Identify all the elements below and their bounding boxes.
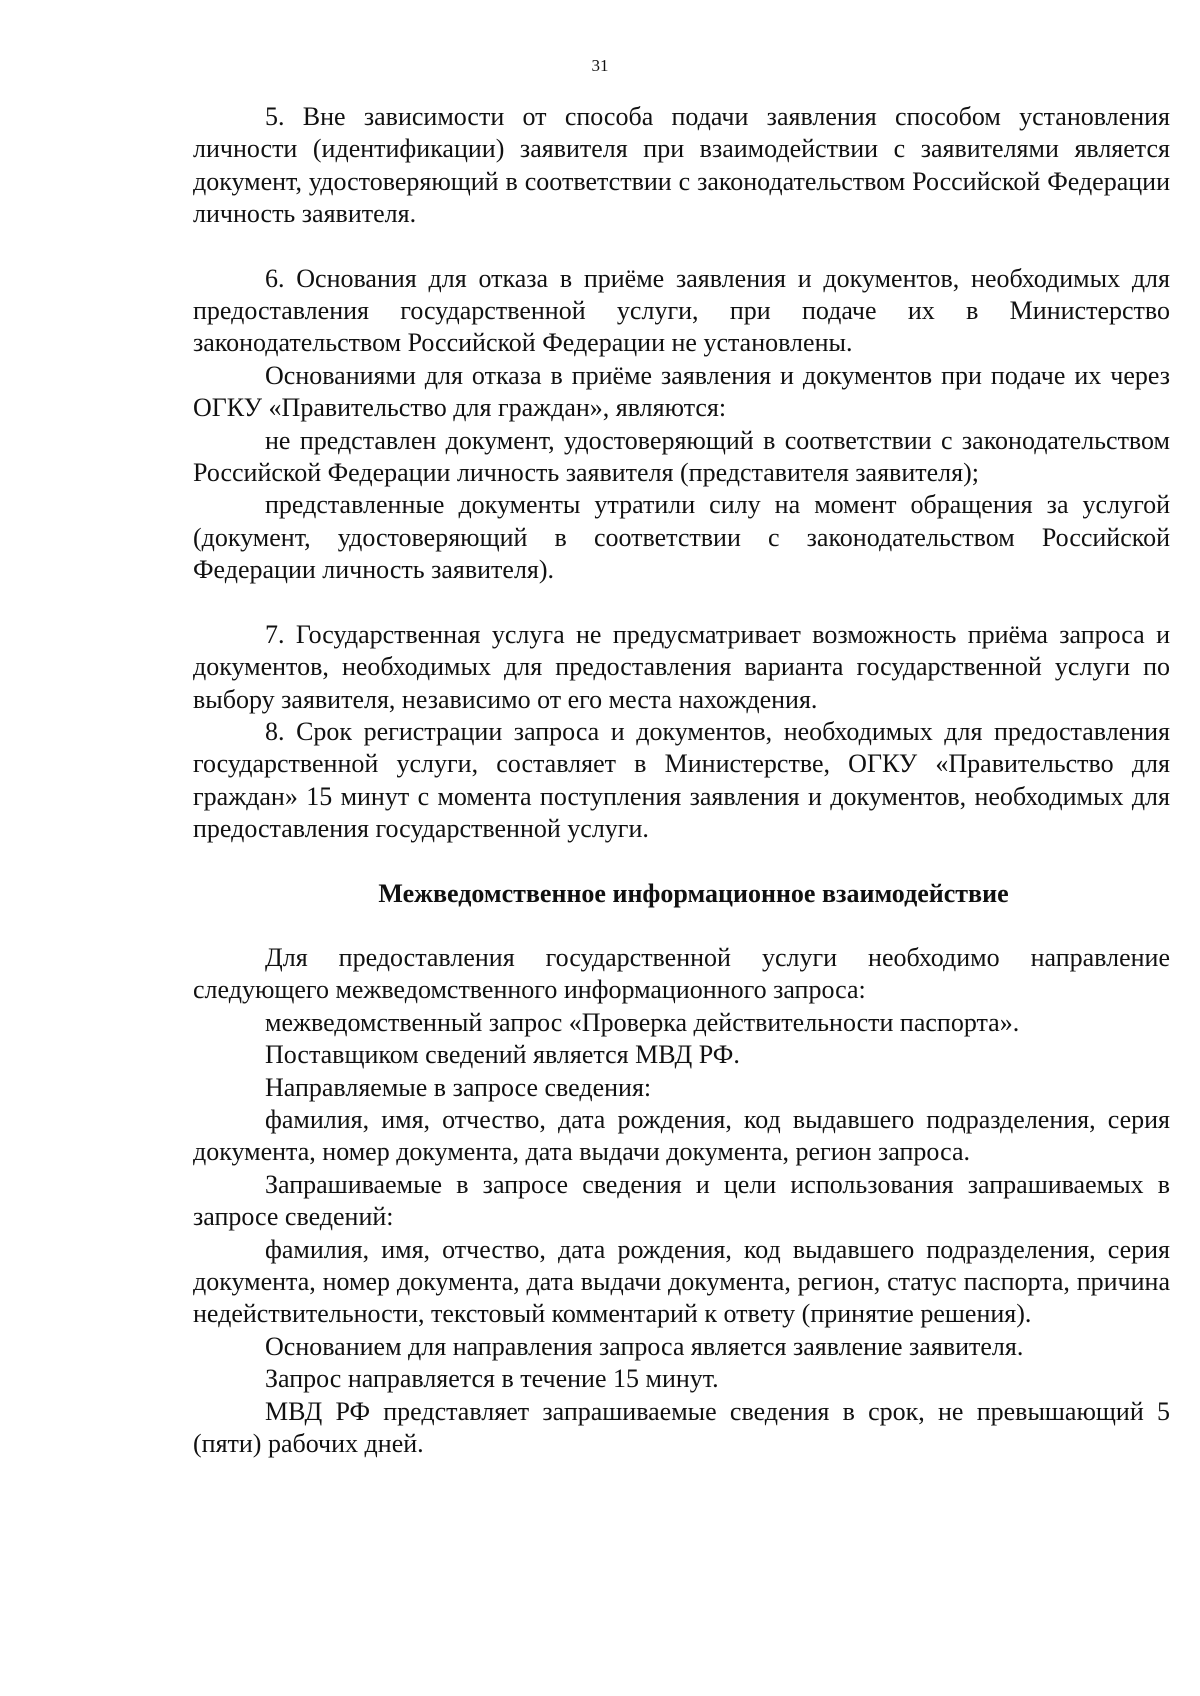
interagency-timing: Запрос направляется в течение 15 минут. — [265, 1364, 719, 1394]
interagency-response-deadline: МВД РФ представляет запрашиваемые сведения в срок, не превышающий 5 (пяти) рабочих дней. — [193, 1396, 1170, 1459]
paragraph-7-extraterritorial: 7. Государственная услуга не предусматривает возможность приёма запроса и документов, необходимых для предоставления варианта государственной услуги по выбору заявителя, независимо от его места нахождения. — [193, 619, 1170, 714]
interagency-sent-fields: фамилия, имя, отчество, дата рождения, код выдавшего подразделения, серия документа, номер документа, дата выдачи документа, регион запроса. — [193, 1104, 1170, 1167]
paragraph-6-ground-1: не представлен документ, удостоверяющий в соответствии с законодательством Российской Федерации личность заявителя (представителя заявителя); — [193, 425, 1170, 488]
paragraph-spacer — [193, 587, 1170, 619]
document-body — [193, 101, 1170, 1460]
paragraph-6-grounds-intro: Основаниями для отказа в приёме заявления и документов при подаче их через ОГКУ «Правительство для граждан», являются: — [193, 360, 1170, 423]
paragraph-8-registration-term: 8. Срок регистрации запроса и документов, необходимых для предоставления государственной услуги, составляет в Министерстве, ОГКУ «Правительство для граждан» 15 минут с момента поступления заявления и документов, необходимых для предоставления государственной услуги. — [193, 716, 1170, 844]
page-number: 31 — [591, 56, 609, 75]
interagency-requested-label: Запрашиваемые в запросе сведения и цели использования запрашиваемых в запросе сведений: — [193, 1169, 1170, 1232]
section-heading-interagency: Межведомственное информационное взаимодействие — [378, 878, 1009, 908]
paragraph-5-identification: 5. Вне зависимости от способа подачи заявления способом установления личности (идентификации) заявителя при взаимодействии с заявителями является документ, удостоверяющий в соответствии с законодательством Российской Федерации личность заявителя. — [193, 102, 1170, 229]
paragraph-6-refusal-grounds: 6. Основания для отказа в приёме заявления и документов, необходимых для предоставления государственной услуги, при подаче их в Министерство законодательством Российской Федерации не установлены. — [193, 263, 1170, 358]
interagency-request-name: межведомственный запрос «Проверка действительности паспорта». — [265, 1007, 1020, 1037]
section-spacer — [193, 910, 1170, 942]
interagency-requested-fields: фамилия, имя, отчество, дата рождения, код выдавшего подразделения, серия документа, номер документа, дата выдачи документа, регион, статус паспорта, причина недействительности, текстовый комментарий к ответу (принятие решения). — [193, 1234, 1170, 1329]
section-spacer — [193, 846, 1170, 878]
interagency-sent-label: Направляемые в запросе сведения: — [265, 1072, 652, 1102]
paragraph-spacer — [193, 231, 1170, 263]
paragraph-6-ground-2: представленные документы утратили силу на момент обращения за услугой (документ, удостоверяющий в соответствии с законодательством Российской Федерации личность заявителя). — [193, 490, 1170, 585]
interagency-basis: Основанием для направления запроса является заявление заявителя. — [265, 1331, 1024, 1361]
interagency-provider: Поставщиком сведений является МВД РФ. — [265, 1040, 740, 1070]
interagency-intro: Для предоставления государственной услуги необходимо направление следующего межведомственного информационного запроса: — [193, 942, 1170, 1005]
